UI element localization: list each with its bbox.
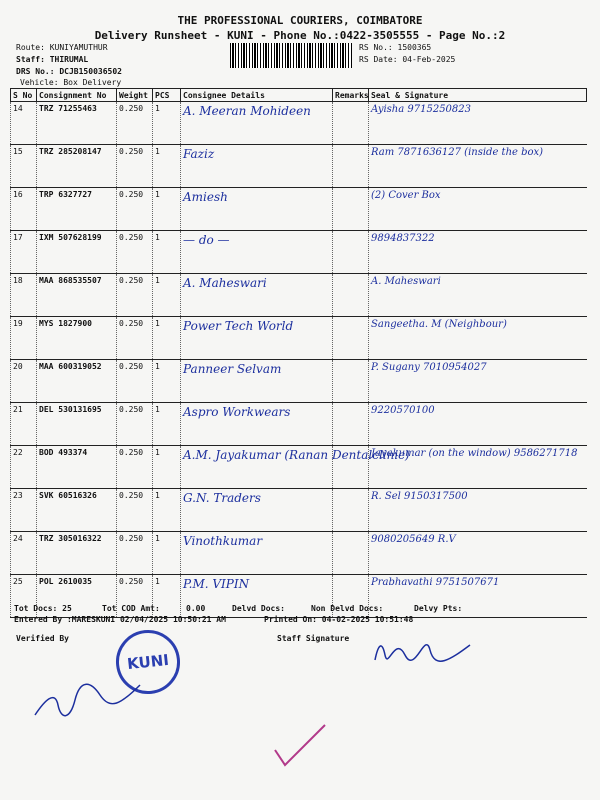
handwritten-consignee: — do — bbox=[183, 233, 230, 247]
row-pcs: 1 bbox=[153, 575, 181, 618]
table-row bbox=[11, 360, 587, 403]
col-sno: S No bbox=[11, 89, 37, 102]
barcode bbox=[230, 43, 352, 68]
row-sno: 19 bbox=[11, 317, 37, 360]
row-seal bbox=[369, 489, 587, 532]
row-weight: 0.250 bbox=[117, 317, 153, 360]
staff-label: Staff: THIRUMAL bbox=[16, 55, 89, 64]
entered-by: Entered By :MARESKUNI 02/04/2025 10:50:21 AM bbox=[14, 615, 226, 624]
row-seal bbox=[369, 145, 587, 188]
row-remarks bbox=[333, 532, 369, 575]
handwritten-signature: Jayakumar (on the window) 9586271718 bbox=[371, 448, 578, 459]
staff-signature-label: Staff Signature bbox=[277, 634, 350, 643]
handwritten-consignee: P.M. VIPIN bbox=[183, 577, 250, 591]
table-row bbox=[11, 489, 587, 532]
row-consignee bbox=[181, 102, 333, 145]
row-remarks bbox=[333, 188, 369, 231]
row-seal bbox=[369, 188, 587, 231]
row-consignee bbox=[181, 403, 333, 446]
handwritten-signature: Sangeetha. M (Neighbour) bbox=[371, 319, 507, 330]
row-consignment: MAA 600319052 bbox=[37, 360, 117, 403]
row-weight: 0.250 bbox=[117, 188, 153, 231]
row-seal bbox=[369, 317, 587, 360]
tot-cod-value: 0.00 bbox=[186, 604, 206, 613]
row-seal bbox=[369, 575, 587, 618]
row-remarks bbox=[333, 360, 369, 403]
col-pcs: PCS bbox=[153, 89, 181, 102]
handwritten-signature: P. Sugany 7010954027 bbox=[371, 362, 487, 373]
row-remarks bbox=[333, 145, 369, 188]
handwritten-consignee: A. Meeran Mohideen bbox=[183, 104, 311, 118]
handwritten-consignee: Vinothkumar bbox=[183, 534, 263, 548]
row-consignment: MYS 1827900 bbox=[37, 317, 117, 360]
row-sno: 15 bbox=[11, 145, 37, 188]
handwritten-signature: 9080205649 R.V bbox=[371, 534, 456, 545]
row-seal bbox=[369, 102, 587, 145]
table-row bbox=[11, 575, 587, 618]
row-consignment: POL 2610035 bbox=[37, 575, 117, 618]
row-weight: 0.250 bbox=[117, 403, 153, 446]
row-consignment: SVK 60516326 bbox=[37, 489, 117, 532]
table-row bbox=[11, 231, 587, 274]
row-consignee bbox=[181, 188, 333, 231]
row-remarks bbox=[333, 403, 369, 446]
row-remarks bbox=[333, 317, 369, 360]
row-sno: 22 bbox=[11, 446, 37, 489]
row-consignment: TRZ 71255463 bbox=[37, 102, 117, 145]
row-sno: 21 bbox=[11, 403, 37, 446]
row-consignment: TRZ 305016322 bbox=[37, 532, 117, 575]
row-consignment: DEL 530131695 bbox=[37, 403, 117, 446]
handwritten-signature: (2) Cover Box bbox=[371, 190, 441, 201]
row-consignee bbox=[181, 360, 333, 403]
row-consignment: TRP 6327727 bbox=[37, 188, 117, 231]
row-consignee bbox=[181, 532, 333, 575]
row-sno: 16 bbox=[11, 188, 37, 231]
row-remarks bbox=[333, 489, 369, 532]
row-consignee bbox=[181, 446, 410, 489]
row-remarks bbox=[333, 231, 369, 274]
row-pcs: 1 bbox=[153, 317, 181, 360]
row-weight: 0.250 bbox=[117, 145, 153, 188]
row-sno: 17 bbox=[11, 231, 37, 274]
staff-signature bbox=[370, 625, 480, 670]
row-pcs: 1 bbox=[153, 188, 181, 231]
row-pcs: 1 bbox=[153, 231, 181, 274]
row-weight: 0.250 bbox=[117, 102, 153, 145]
document-title: THE PROFESSIONAL COURIERS, COIMBATORE bbox=[177, 14, 423, 27]
delvy-pts: Delvy Pts: bbox=[414, 604, 463, 613]
check-mark bbox=[270, 720, 330, 770]
row-weight: 0.250 bbox=[117, 360, 153, 403]
row-sno: 20 bbox=[11, 360, 37, 403]
row-sno: 18 bbox=[11, 274, 37, 317]
handwritten-consignee: Aspro Workwears bbox=[183, 405, 291, 419]
handwritten-consignee: Panneer Selvam bbox=[183, 362, 282, 376]
row-sno: 23 bbox=[11, 489, 37, 532]
row-remarks bbox=[333, 102, 369, 145]
row-consignee bbox=[181, 317, 333, 360]
handwritten-signature: 9894837322 bbox=[371, 233, 435, 244]
row-consignee bbox=[181, 489, 333, 532]
row-consignee bbox=[181, 274, 333, 317]
row-consignee bbox=[181, 145, 333, 188]
row-pcs: 1 bbox=[153, 274, 181, 317]
printed-on: Printed On: 04-02-2025 10:51:48 bbox=[264, 615, 414, 624]
row-weight: 0.250 bbox=[117, 489, 153, 532]
row-seal bbox=[369, 231, 587, 274]
row-weight: 0.250 bbox=[117, 446, 153, 489]
row-weight: 0.250 bbox=[117, 231, 153, 274]
delivery-table bbox=[10, 88, 587, 618]
document-subtitle: Delivery Runsheet - KUNI - Phone No.:0422-3505555 - Page No.:2 bbox=[94, 29, 506, 42]
table-row bbox=[11, 317, 587, 360]
handwritten-consignee: Faziz bbox=[183, 147, 215, 161]
row-pcs: 1 bbox=[153, 489, 181, 532]
row-pcs: 1 bbox=[153, 446, 181, 489]
handwritten-signature: A. Maheswari bbox=[371, 276, 441, 287]
route-label: Route: KUNIYAMUTHUR bbox=[16, 43, 108, 52]
rs-number: RS No.: 1500365 bbox=[359, 43, 432, 52]
verifier-signature bbox=[30, 660, 150, 730]
row-seal bbox=[369, 274, 587, 317]
row-consignee bbox=[181, 231, 333, 274]
row-seal bbox=[369, 360, 587, 403]
tot-docs: Tot Docs: 25 bbox=[14, 604, 72, 613]
handwritten-signature: Ayisha 9715250823 bbox=[371, 104, 471, 115]
table-row bbox=[11, 274, 587, 317]
row-pcs: 1 bbox=[153, 360, 181, 403]
row-pcs: 1 bbox=[153, 145, 181, 188]
vehicle-label: Vehicle: Box Delivery bbox=[20, 78, 122, 87]
rs-date: RS Date: 04-Feb-2025 bbox=[359, 55, 456, 64]
row-pcs: 1 bbox=[153, 403, 181, 446]
table-row bbox=[11, 145, 587, 188]
kuni-stamp: KUNI bbox=[113, 627, 183, 697]
tot-cod-label: Tot COD Amt: bbox=[102, 604, 160, 613]
table-row bbox=[11, 403, 587, 446]
handwritten-consignee: Amiesh bbox=[183, 190, 228, 204]
row-weight: 0.250 bbox=[117, 532, 153, 575]
handwritten-consignee: G.N. Traders bbox=[183, 491, 261, 505]
table-row bbox=[11, 102, 587, 145]
handwritten-signature: R. Sel 9150317500 bbox=[371, 491, 468, 502]
row-sno: 24 bbox=[11, 532, 37, 575]
col-consignee: Consignee Details bbox=[181, 89, 333, 102]
row-pcs: 1 bbox=[153, 102, 181, 145]
row-pcs: 1 bbox=[153, 532, 181, 575]
handwritten-signature: Prabhavathi 9751507671 bbox=[371, 577, 500, 588]
non-delvd-docs: Non Delvd Docs: bbox=[311, 604, 384, 613]
row-weight: 0.250 bbox=[117, 274, 153, 317]
handwritten-signature: 9220570100 bbox=[371, 405, 435, 416]
row-seal bbox=[369, 446, 587, 489]
col-seal: Seal & Signature bbox=[369, 89, 587, 102]
col-remarks: Remarks bbox=[333, 89, 369, 102]
table-row bbox=[11, 446, 587, 489]
verified-by-label: Verified By bbox=[16, 634, 69, 643]
col-weight: Weight bbox=[117, 89, 153, 102]
handwritten-consignee: Power Tech World bbox=[183, 319, 294, 333]
table-header-row bbox=[11, 89, 587, 102]
row-consignment: TRZ 285208147 bbox=[37, 145, 117, 188]
handwritten-consignee: A.M. Jayakumar (Ranan Dentalclinic) bbox=[183, 448, 410, 462]
handwritten-consignee: A. Maheswari bbox=[183, 276, 267, 290]
row-consignment: BOD 493374 bbox=[37, 446, 117, 489]
row-seal bbox=[369, 403, 587, 446]
table-row bbox=[11, 188, 587, 231]
row-weight: 0.250 bbox=[117, 575, 153, 618]
drs-number: DRS No.: DCJB150036502 bbox=[16, 67, 122, 76]
row-seal bbox=[369, 532, 587, 575]
handwritten-signature: Ram 7871636127 (inside the box) bbox=[371, 147, 544, 158]
table-row bbox=[11, 532, 587, 575]
row-sno: 25 bbox=[11, 575, 37, 618]
delvd-docs: Delvd Docs: bbox=[232, 604, 285, 613]
row-consignment: IXM 507628199 bbox=[37, 231, 117, 274]
row-sno: 14 bbox=[11, 102, 37, 145]
col-consignment: Consignment No bbox=[37, 89, 117, 102]
row-consignment: MAA 868535507 bbox=[37, 274, 117, 317]
row-remarks bbox=[333, 274, 369, 317]
